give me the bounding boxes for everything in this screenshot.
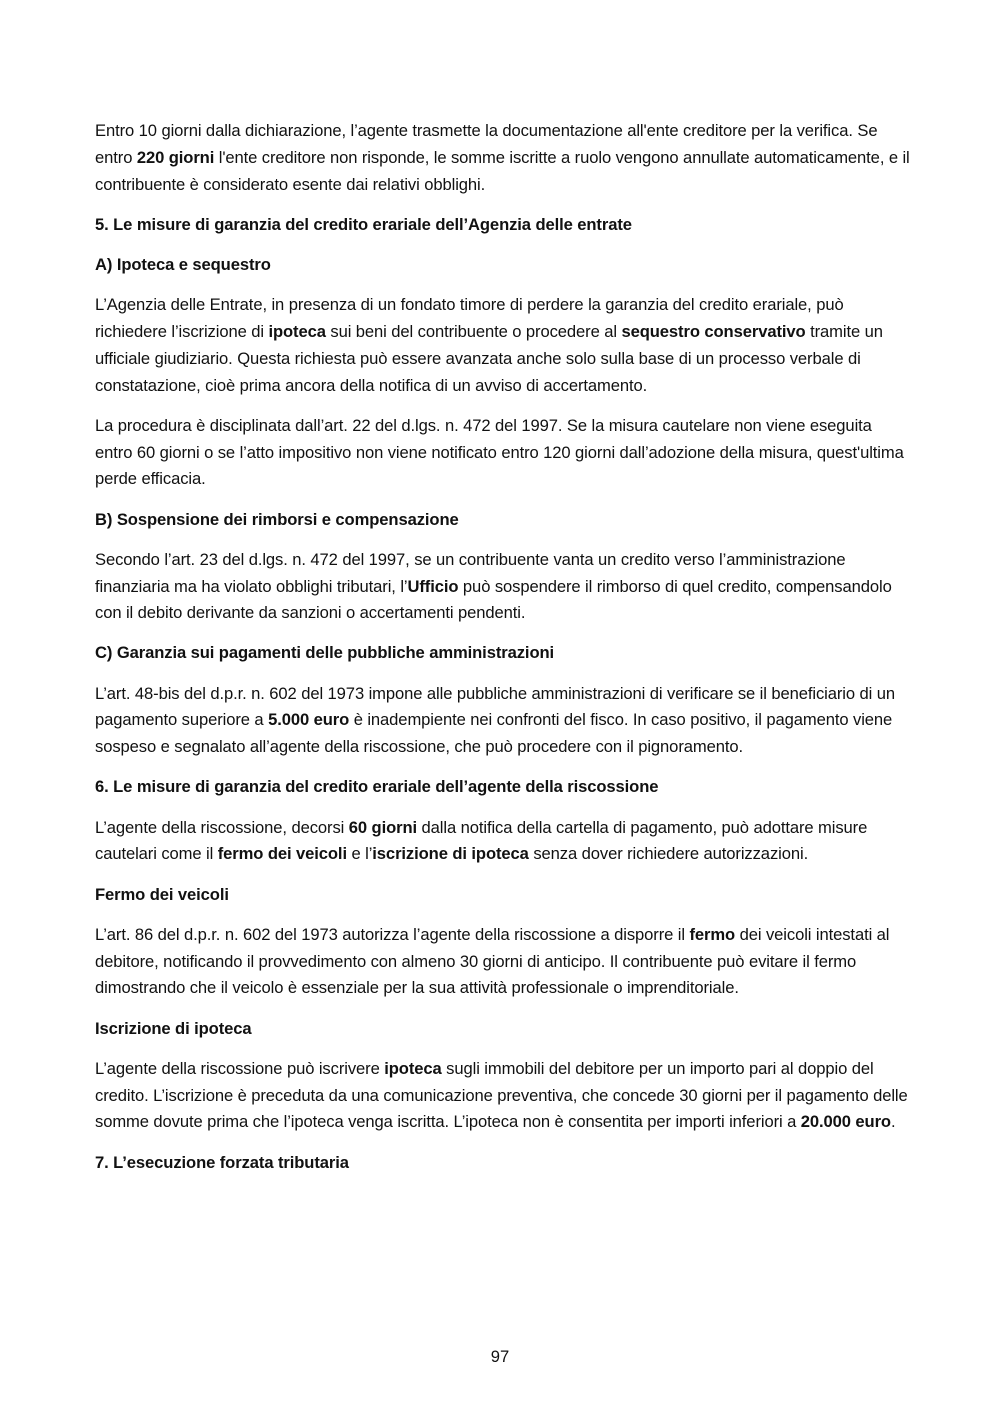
section-heading (95, 774, 910, 801)
bold-text-run: Ufficio (407, 576, 459, 596)
section-heading (95, 507, 910, 534)
body-paragraph (95, 922, 910, 1002)
text-run: sui beni del contribuente o procedere al (325, 321, 622, 341)
text-run: La procedura è disciplinata dall’art. 22 del d.lgs. n. 472 del 1997. Se la misura cautelare non viene eseguita entro 60 giorni o se l’atto impositivo non viene notificato entro 120 giorni dall’adozione della misura, quest'ultima perde efficacia. (95, 415, 904, 489)
body-paragraph (95, 413, 910, 493)
text-run: L’agente della riscossione, decorsi (95, 817, 349, 837)
text-run: B) Sospensione dei rimborsi e compensazione (95, 509, 459, 529)
document-body (95, 118, 910, 1190)
bold-text-run: 60 giorni (348, 817, 418, 837)
text-run: A) Ipoteca e sequestro (95, 254, 271, 274)
text-run: l'ente creditore non risponde, le somme iscritte a ruolo vengono annullate automaticamente, e il contribuente è considerato esente dai relativi obblighi. (95, 147, 910, 194)
body-paragraph (95, 815, 910, 869)
text-run: dalla notifica della cartella di pagamento, può adottare misure cautelari come il (95, 817, 868, 864)
body-paragraph (95, 1056, 910, 1136)
text-run: L’Agenzia delle Entrate, in presenza di un fondato timore di perdere la garanzia del credito erariale, può richiedere l’iscrizione di (95, 295, 844, 341)
bold-text-run: 220 giorni (136, 147, 215, 167)
text-run: sugli immobili del debitore per un importo pari al doppio del credito. L’iscrizione è preceduta da una comunicazione preventiva, che concede 30 giorni per il pagamento delle somme dovute prima che l’ipoteca venga iscritta. L’ipoteca non è consentita per importi inferiori a (95, 1058, 908, 1132)
text-run: L’art. 86 del d.p.r. n. 602 del 1973 autorizza l’agente della riscossione a disporre il (95, 924, 690, 944)
text-run: 7. L’esecuzione forzata tributaria (95, 1152, 349, 1172)
bold-text-run: ipoteca (268, 321, 326, 341)
text-run: può sospendere il rimborso di quel credito, compensandolo con il debito derivante da sanzioni o accertamenti pendenti. (95, 576, 892, 623)
bold-text-run: iscrizione di ipoteca (372, 844, 529, 864)
section-heading (95, 212, 910, 239)
text-run: 6. Le misure di garanzia del credito erariale dell’agente della riscossione (95, 777, 659, 797)
text-run: . (890, 1112, 896, 1132)
text-run: L’agente della riscossione può iscrivere (95, 1058, 385, 1078)
body-paragraph (95, 118, 910, 198)
text-run: Iscrizione di ipoteca (95, 1018, 252, 1038)
bold-text-run: ipoteca (384, 1058, 442, 1078)
section-heading (95, 640, 910, 667)
text-run: C) Garanzia sui pagamenti delle pubbliche amministrazioni (95, 643, 555, 663)
text-run: 5. Le misure di garanzia del credito erariale dell’Agenzia delle entrate (95, 214, 632, 234)
text-run: è inadempiente nei confronti del fisco. In caso positivo, il pagamento viene sospeso e segnalato all’agente della riscossione, che può procedere con il pignoramento. (95, 710, 893, 757)
text-run: e l’ (346, 844, 373, 864)
text-run: Fermo dei veicoli (95, 884, 229, 904)
body-paragraph (95, 681, 910, 761)
bold-text-run: fermo (689, 924, 736, 944)
bold-text-run: sequestro conservativo (621, 321, 806, 341)
section-heading (95, 1150, 910, 1177)
bold-text-run: 5.000 euro (268, 710, 350, 730)
text-run: L’art. 48-bis del d.p.r. n. 602 del 1973 impone alle pubbliche amministrazioni di verificare se il beneficiario di un pagamento superiore a (95, 683, 896, 730)
bold-text-run: fermo dei veicoli (217, 844, 347, 864)
text-run: senza dover richiedere autorizzazioni. (528, 844, 809, 864)
text-run: dei veicoli intestati al debitore, notificando il provvedimento con almeno 30 giorni di anticipo. Il contribuente può evitare il fermo dimostrando che il veicolo è essenziale per la sua attività professionale o imprenditoriale. (95, 924, 890, 998)
section-heading (95, 252, 910, 279)
text-run: Secondo l’art. 23 del d.lgs. n. 472 del 1997, se un contribuente vanta un credito verso l’amministrazione finanziaria ma ha violato obblighi tributari, l’ (95, 549, 846, 596)
body-paragraph (95, 547, 910, 627)
section-heading (95, 882, 910, 909)
body-paragraph (95, 292, 910, 399)
bold-text-run: 20.000 euro (800, 1112, 891, 1132)
text-run: tramite un ufficiale giudiziario. Questa richiesta può essere avanzata anche solo sulla base di un processo verbale di constatazione, cioè prima ancora della notifica di un avviso di accertamento. (95, 321, 883, 395)
page-number: 97 (490, 1347, 510, 1366)
text-run: Entro 10 giorni dalla dichiarazione, l’agente trasmette la documentazione all'ente creditore per la verifica. Se entro (95, 121, 878, 167)
section-heading (95, 1016, 910, 1043)
